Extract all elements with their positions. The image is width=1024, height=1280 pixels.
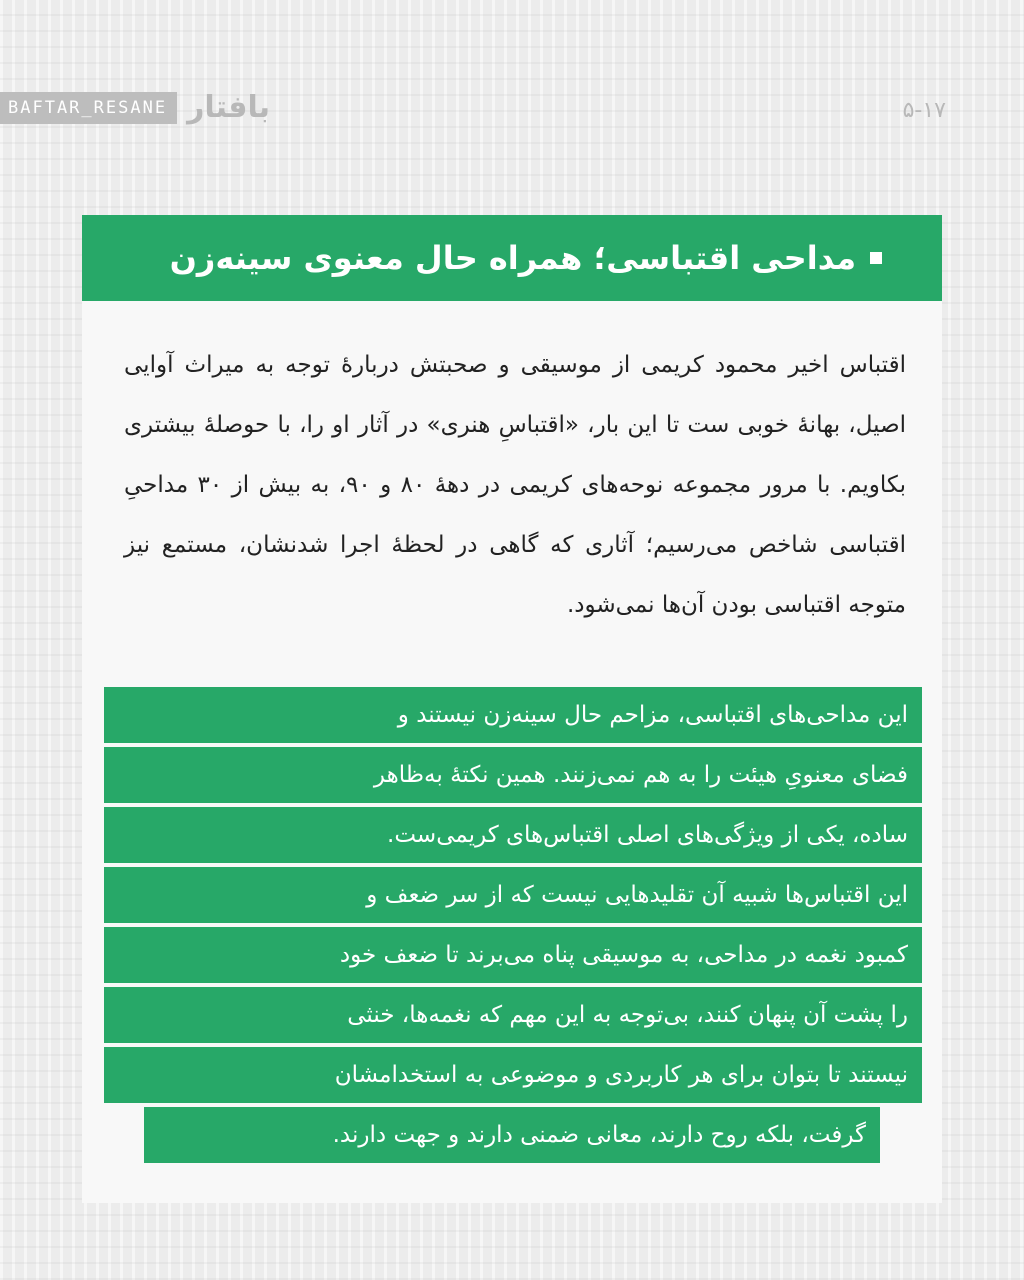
title-bar <box>82 215 942 301</box>
article-paragraph: اقتباس اخیر محمود کریمی از موسیقی و صحبتش دربارهٔ توجه به میراث آوایی اصیل، بهانهٔ خوبی ست تا این بار، «اقتباسِ هنری» در آثار او را، با حوصلهٔ بیشتری بکاویم. با مرور مجموعه نوحه‌های کریمی در دههٔ ۸۰ و ۹۰، به بیش از ۳۰ مداحیِ اقتباسی شاخص می‌رسیم؛ آثاری که گاهی در لحظهٔ اجرا شدنشان، مستمع نیز متوجه اقتباسی بودن آن‌ها نمی‌شود. <box>124 352 907 618</box>
channel-handle: BAFTAR_RESANE <box>0 92 177 124</box>
brand-bar <box>0 90 270 126</box>
article-card <box>82 215 942 1203</box>
highlight-line: نیستند تا بتوان برای هر کاربردی و موضوعی به استخدامشان <box>104 1047 922 1103</box>
highlight-line: گرفت، بلکه روح دارند، معانی ضمنی دارند و جهت دارند. <box>144 1107 880 1163</box>
highlight-line: ساده، یکی از ویژگی‌های اصلی اقتباس‌های کریمی‌ست. <box>104 807 922 863</box>
highlight-line: کمبود نغمه در مداحی، به موسیقی پناه می‌برند تا ضعف خود <box>104 927 922 983</box>
page-number: ۵-۱۷ <box>902 98 946 123</box>
brand-logo: بافتار <box>187 90 271 125</box>
highlight-line: این اقتباس‌ها شبیه آن تقلیدهایی نیست که از سر ضعف و <box>104 867 922 923</box>
highlight-line: فضای معنویِ هیئت را به هم نمی‌زنند. همین نکتهٔ به‌ظاهر <box>104 747 922 803</box>
article-title: مداحی اقتباسی؛ همراه حال معنوی سینه‌زن <box>169 239 856 277</box>
highlight-line: را پشت آن پنهان کنند، بی‌توجه به این مهم که نغمه‌ها، خنثی <box>104 987 922 1043</box>
highlight-line: این مداحی‌های اقتباسی، مزاحم حال سینه‌زن نیستند و <box>104 687 922 743</box>
square-bullet-icon <box>870 252 882 264</box>
